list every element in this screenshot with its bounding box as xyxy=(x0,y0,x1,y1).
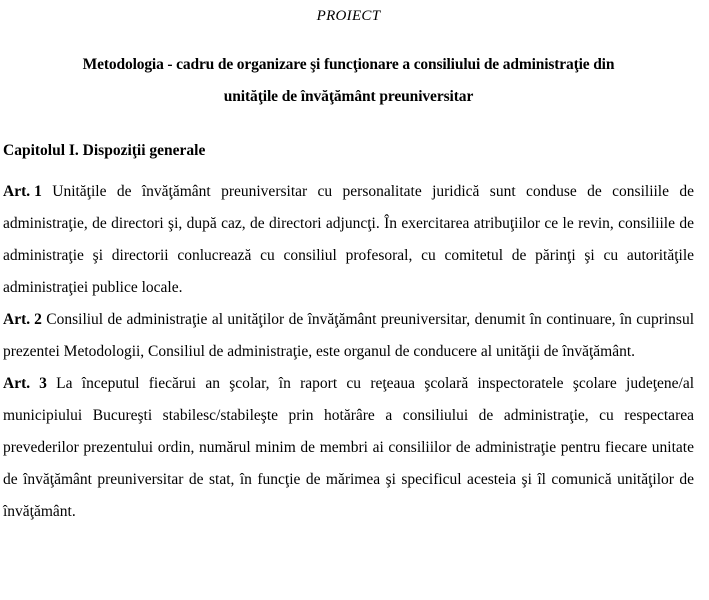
article-1 xyxy=(3,176,694,304)
document-title-line-2: unităţile de învăţământ preuniversitar xyxy=(223,88,474,105)
article-2 xyxy=(3,304,694,368)
article-2-label: Art. xyxy=(3,311,31,328)
article-1-number: 1 xyxy=(34,183,42,200)
chapter-heading: Capitolul I. Dispoziţii generale xyxy=(3,142,206,159)
article-3-label: Art. xyxy=(3,375,31,392)
document-title xyxy=(3,27,694,113)
article-2-number: 2 xyxy=(34,311,42,328)
article-3-text: La începutul fiecărui an şcolar, în raport cu reţeaua şcolară inspectoratele şcolare judeţene/al municipiului Bucureşti stabilesc/stabileşte prin hotărâre a consiliului de administraţie, cu respectarea prevederilor prezentului ordin, numărul minim de membri ai consiliilor de administraţie pentru fiecare unitate de învăţământ preuniversitar de stat, în funcţie de mărimea şi specificul acesteia şi îl comunică unităţilor de învăţământ. xyxy=(3,375,695,520)
article-list xyxy=(3,163,694,528)
article-3-number: 3 xyxy=(39,375,47,392)
article-3 xyxy=(3,368,694,528)
article-2-text: Consiliul de administraţie al unităţilor de învăţământ preuniversitar, denumit în continuare, în cuprinsul prezentei Metodologii, Consiliul de administraţie, este organul de conducere al unităţii de învăţământ. xyxy=(3,311,694,360)
document-title-line-1: Metodologia - cadru de organizare şi funcţionare a consiliului de administraţie din xyxy=(82,56,615,73)
article-1-label: Art. xyxy=(3,183,31,200)
article-1-text: Unităţile de învăţământ preuniversitar cu personalitate juridică sunt conduse de consiliile de administraţie, de directori şi, după caz, de directori adjuncţi. În exercitarea atribuţiilor ce le revin, consiliile de administraţie şi directorii conlucrează cu consiliul profesoral, cu comitetul de părinţi şi cu autorităţile administraţiei publice locale. xyxy=(3,183,694,296)
document-kicker: PROIECT xyxy=(316,8,381,24)
